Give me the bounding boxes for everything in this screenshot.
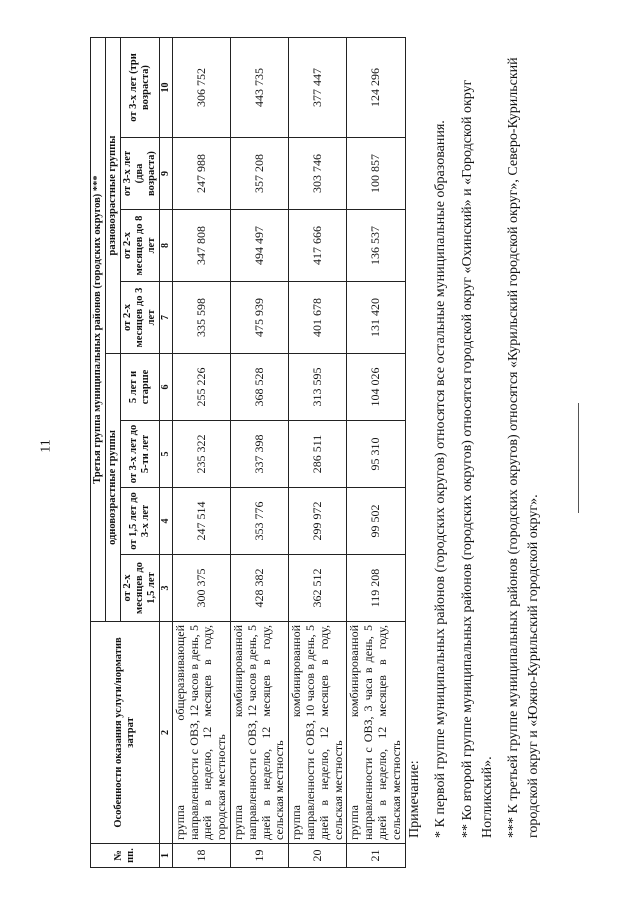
column-number: 3 (160, 555, 173, 622)
cost-value: 417 666 (289, 210, 347, 282)
cost-value: 347 808 (172, 210, 230, 282)
age-header: от 3-х лет (три возраста) (121, 38, 160, 138)
cost-value: 368 528 (231, 354, 289, 421)
notes-section (405, 38, 551, 868)
table-row (347, 38, 405, 868)
cost-value: 100 857 (347, 138, 405, 210)
cost-value: 235 322 (172, 421, 230, 488)
column-number: 6 (160, 354, 173, 421)
row-number: 21 (347, 844, 405, 868)
row-description: группа общеразвивающей направленности с ОВЗ, 12 часов в день, 5 дней в неделю, 12 месяцев в году, городская местность (172, 622, 230, 844)
mixed-age-header: разновозрастные группы (106, 38, 121, 354)
cost-value: 475 939 (231, 282, 289, 354)
note-third-group: *** К третьей группе муниципальных районов (городских округов) относятся «Курильский городской округ», Северо-Курильский городской округ и «Южно-Курильский городской округ». (506, 57, 542, 838)
col-no-header: № пп. (91, 844, 160, 868)
row-number: 20 (289, 844, 347, 868)
footer-divider (578, 403, 579, 513)
column-number: 8 (160, 210, 173, 282)
column-number: 1 (160, 844, 173, 868)
cost-value: 401 678 (289, 282, 347, 354)
note-first-group: * К первой группе муниципальных районов (городских округов) относятся все остальные муниципальные образования. (433, 120, 449, 838)
row-description: группа комбинированной направленности с ОВЗ, 10 часов в день, 5 дней в неделю, 12 месяцев в году, сельская местность (289, 622, 347, 844)
cost-standards-table (90, 37, 406, 868)
row-number: 19 (231, 844, 289, 868)
age-header: от 1,5 лет до 3-х лет (121, 488, 160, 555)
cost-value: 286 511 (289, 421, 347, 488)
col-feature-header: Особенности оказания услуги/норматив затрат (91, 622, 160, 844)
age-header: от 2-х месяцев до 1,5 лет (121, 555, 160, 622)
column-number-row (160, 38, 173, 868)
cost-value: 247 514 (172, 488, 230, 555)
cost-value: 119 208 (347, 555, 405, 622)
table-row (289, 38, 347, 868)
note-second-group: ** Ко второй группе муниципальных районов (городских округов) относятся городской округ «Охинский» и «Городской округ Ногликский». (459, 79, 495, 838)
cost-value: 255 226 (172, 354, 230, 421)
cost-value: 357 208 (231, 138, 289, 210)
table-row (231, 38, 289, 868)
row-number: 18 (172, 844, 230, 868)
column-number: 5 (160, 421, 173, 488)
single-age-header: одновозрастные группы (106, 354, 121, 622)
cost-value: 99 502 (347, 488, 405, 555)
cost-value: 362 512 (289, 555, 347, 622)
cost-value: 353 776 (231, 488, 289, 555)
column-number: 4 (160, 488, 173, 555)
row-description: группа комбинированной направленности с ОВЗ, 3 часа в день, 5 дней в неделю, 12 месяцев в году, сельская местность (347, 622, 405, 844)
age-header: от 3-х лет (два возраста) (121, 138, 160, 210)
cost-value: 131 420 (347, 282, 405, 354)
column-number: 7 (160, 282, 173, 354)
cost-value: 494 497 (231, 210, 289, 282)
table-row (172, 38, 230, 868)
column-number: 10 (160, 38, 173, 138)
page-number: 11 (38, 439, 54, 453)
column-number: 9 (160, 138, 173, 210)
cost-value: 313 595 (289, 354, 347, 421)
rotated-page-content (90, 38, 630, 868)
cost-value: 428 382 (231, 555, 289, 622)
cost-value: 124 296 (347, 38, 405, 138)
cost-value: 95 310 (347, 421, 405, 488)
age-header: 5 лет и старше (121, 354, 160, 421)
cost-value: 303 746 (289, 138, 347, 210)
cost-value: 104 026 (347, 354, 405, 421)
cost-value: 335 598 (172, 282, 230, 354)
cost-value: 306 752 (172, 38, 230, 138)
cost-value: 136 537 (347, 210, 405, 282)
cost-value: 443 735 (231, 38, 289, 138)
group-header: Третья группа муниципальных районов (городских округов) *** (91, 38, 106, 622)
cost-value: 299 972 (289, 488, 347, 555)
age-header: от 2-х месяцев до 8 лет (121, 210, 160, 282)
cost-value: 337 398 (231, 421, 289, 488)
cost-value: 300 375 (172, 555, 230, 622)
cost-value: 377 447 (289, 38, 347, 138)
age-header: от 2-х месяцев до 3 лет (121, 282, 160, 354)
row-description: группа комбинированной направленности с ОВЗ, 12 часов в день, 5 дней в неделю, 12 месяцев в году, сельская местность (231, 622, 289, 844)
notes-title: Примечание: (407, 760, 422, 838)
column-number: 2 (160, 622, 173, 844)
cost-value: 247 988 (172, 138, 230, 210)
age-header: от 3-х лет до 5-ти лет (121, 421, 160, 488)
